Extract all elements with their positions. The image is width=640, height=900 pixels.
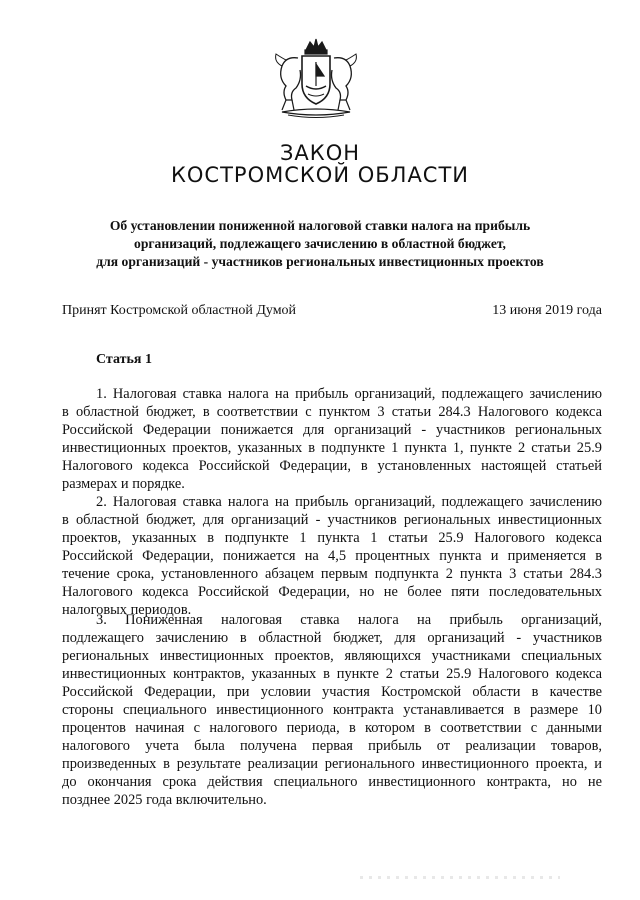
- paragraph-line: в областной бюджет, в соответствии с пунктом 3 статьи 284.3 Налогового кодекса: [62, 404, 602, 420]
- article-heading: Статья 1: [96, 352, 152, 367]
- adopted-by-text: Принят Костромской областной Думой: [62, 303, 297, 318]
- paragraph-line: позднее 2025 года включительно.: [62, 792, 267, 808]
- law-title-line-2: КОСТРОМСКОЙ ОБЛАСТИ: [170, 163, 470, 187]
- paragraph-line: региональных инвестиционных проектов, являющихся участниками специальных: [62, 648, 602, 664]
- article-paragraph-3: [62, 611, 602, 809]
- paragraph-line: проектов, указанных в подпункте 1 пункта 1 статьи 25.9 Налогового кодекса: [62, 530, 602, 546]
- paragraph-line: налоговых периодов.: [62, 602, 192, 618]
- paragraph-line: налогового учета была получена первая прибыль от реализации товаров,: [62, 738, 602, 754]
- paragraph-line: 1. Налоговая ставка налога на прибыль организаций, подлежащего зачислению: [96, 386, 602, 402]
- paragraph-line: до окончания срока действия специального инвестиционного контракта, но не: [62, 774, 602, 790]
- paragraph-line: Налогового кодекса Российской Федерации, в установленных настоящей статьей: [62, 458, 602, 474]
- law-title-line-1: ЗАКОН: [279, 141, 361, 165]
- paragraph-line: Российской Федерации, при условии участия Костромской области в качестве: [62, 684, 602, 700]
- paragraph-line: инвестиционных проектов, указанных в подпункте 1 пункта 1, пункте 2 статьи 25.9: [62, 440, 602, 456]
- law-subtitle-line: организаций, подлежащего зачислению в областной бюджет,: [134, 236, 506, 251]
- paragraph-line: размерах и порядке.: [62, 476, 185, 492]
- law-subtitle-line: для организаций - участников региональных инвестиционных проектов: [96, 254, 544, 269]
- adopted-date-text: 13 июня 2019 года: [492, 303, 602, 318]
- paragraph-line: стороны специального инвестиционного контракта устанавливается в размере 10: [62, 702, 602, 718]
- paragraph-line: произведенных в результате реализации регионального инвестиционного проекта, и: [62, 756, 602, 772]
- paragraph-line: 2. Налоговая ставка налога на прибыль организаций, подлежащего зачислению: [96, 494, 602, 510]
- paragraph-line: течение срока, установленного абзацем первым подпункта 2 пункта 3 статьи 284.3: [62, 566, 602, 582]
- paragraph-line: Российской Федерации понижается для организаций - участников региональных: [62, 422, 602, 438]
- scan-artifact-divider: [360, 876, 560, 879]
- paragraph-line: инвестиционных контрактов, указанных в пункте 2 статьи 25.9 Налогового кодекса: [62, 666, 602, 682]
- paragraph-line: подлежащего зачислению в областной бюджет, для организаций - участников: [62, 630, 602, 646]
- paragraph-line: Российской Федерации, понижается на 4,5 процентных пункта и применяется в: [62, 548, 602, 564]
- paragraph-line: 3. Пониженная налоговая ставка налога на прибыль организаций,: [96, 612, 602, 628]
- paragraph-line: процентов начиная с налогового периода, в котором в соответствии с данными: [62, 720, 602, 736]
- article-paragraph-1: [62, 385, 602, 493]
- kostroma-coat-of-arms-icon: [268, 36, 364, 122]
- paragraph-line: Налогового кодекса Российской Федерации, но не более пяти последовательных: [62, 584, 602, 600]
- paragraph-line: в областной бюджет, для организаций - участников региональных инвестиционных: [62, 512, 602, 528]
- law-subtitle-line: Об установлении пониженной налоговой ставки налога на прибыль: [109, 218, 531, 233]
- article-paragraph-2: [62, 493, 602, 619]
